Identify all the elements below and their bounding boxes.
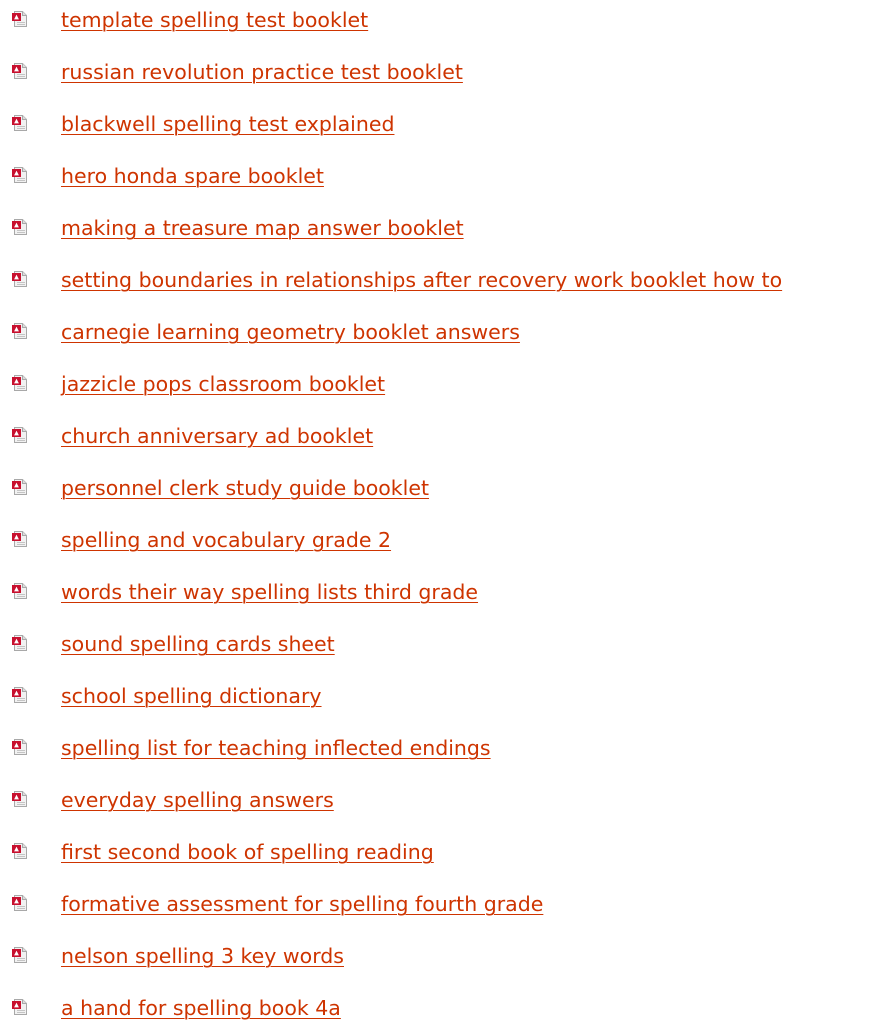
pdf-file-icon: [12, 583, 28, 599]
pdf-file-icon: [12, 167, 28, 183]
pdf-link[interactable]: blackwell spelling test explained: [61, 112, 395, 136]
pdf-link[interactable]: making a treasure map answer booklet: [61, 216, 464, 240]
pdf-link[interactable]: carnegie learning geometry booklet answers: [61, 320, 520, 344]
pdf-link[interactable]: setting boundaries in relationships after recovery work booklet how to: [61, 268, 783, 292]
pdf-file-icon: [12, 115, 28, 131]
pdf-link[interactable]: school spelling dictionary: [61, 684, 322, 708]
pdf-file-icon: [12, 427, 28, 443]
pdf-file-icon: [12, 219, 28, 235]
pdf-file-icon: [12, 843, 28, 859]
pdf-link[interactable]: nelson spelling 3 key words: [61, 944, 344, 968]
pdf-file-icon: [12, 11, 28, 27]
pdf-link[interactable]: personnel clerk study guide booklet: [61, 476, 430, 500]
pdf-link[interactable]: everyday spelling answers: [61, 788, 334, 812]
pdf-file-icon: [12, 63, 28, 79]
pdf-link[interactable]: formative assessment for spelling fourth grade: [61, 892, 544, 916]
pdf-link[interactable]: sound spelling cards sheet: [61, 632, 335, 656]
pdf-file-icon: [12, 895, 28, 911]
pdf-file-icon: [12, 531, 28, 547]
pdf-file-icon: [12, 375, 28, 391]
pdf-link[interactable]: spelling list for teaching inflected endings: [61, 736, 491, 760]
pdf-link[interactable]: church anniversary ad booklet: [61, 424, 374, 448]
pdf-file-icon: [12, 323, 28, 339]
pdf-link[interactable]: spelling and vocabulary grade 2: [61, 528, 392, 552]
pdf-file-icon: [12, 791, 28, 807]
pdf-link[interactable]: hero honda spare booklet: [61, 164, 324, 188]
pdf-file-icon: [12, 687, 28, 703]
pdf-link[interactable]: a hand for spelling book 4a: [61, 996, 341, 1020]
pdf-link[interactable]: first second book of spelling reading: [61, 840, 434, 864]
pdf-link[interactable]: jazzicle pops classroom booklet: [61, 372, 386, 396]
pdf-file-icon: [12, 271, 28, 287]
pdf-file-icon: [12, 479, 28, 495]
pdf-link[interactable]: words their way spelling lists third grade: [61, 580, 479, 604]
pdf-file-icon: [12, 947, 28, 963]
pdf-link[interactable]: template spelling test booklet: [61, 8, 369, 32]
pdf-file-icon: [12, 739, 28, 755]
pdf-file-icon: [12, 999, 28, 1015]
pdf-file-icon: [12, 635, 28, 651]
pdf-link[interactable]: russian revolution practice test booklet: [61, 60, 463, 84]
